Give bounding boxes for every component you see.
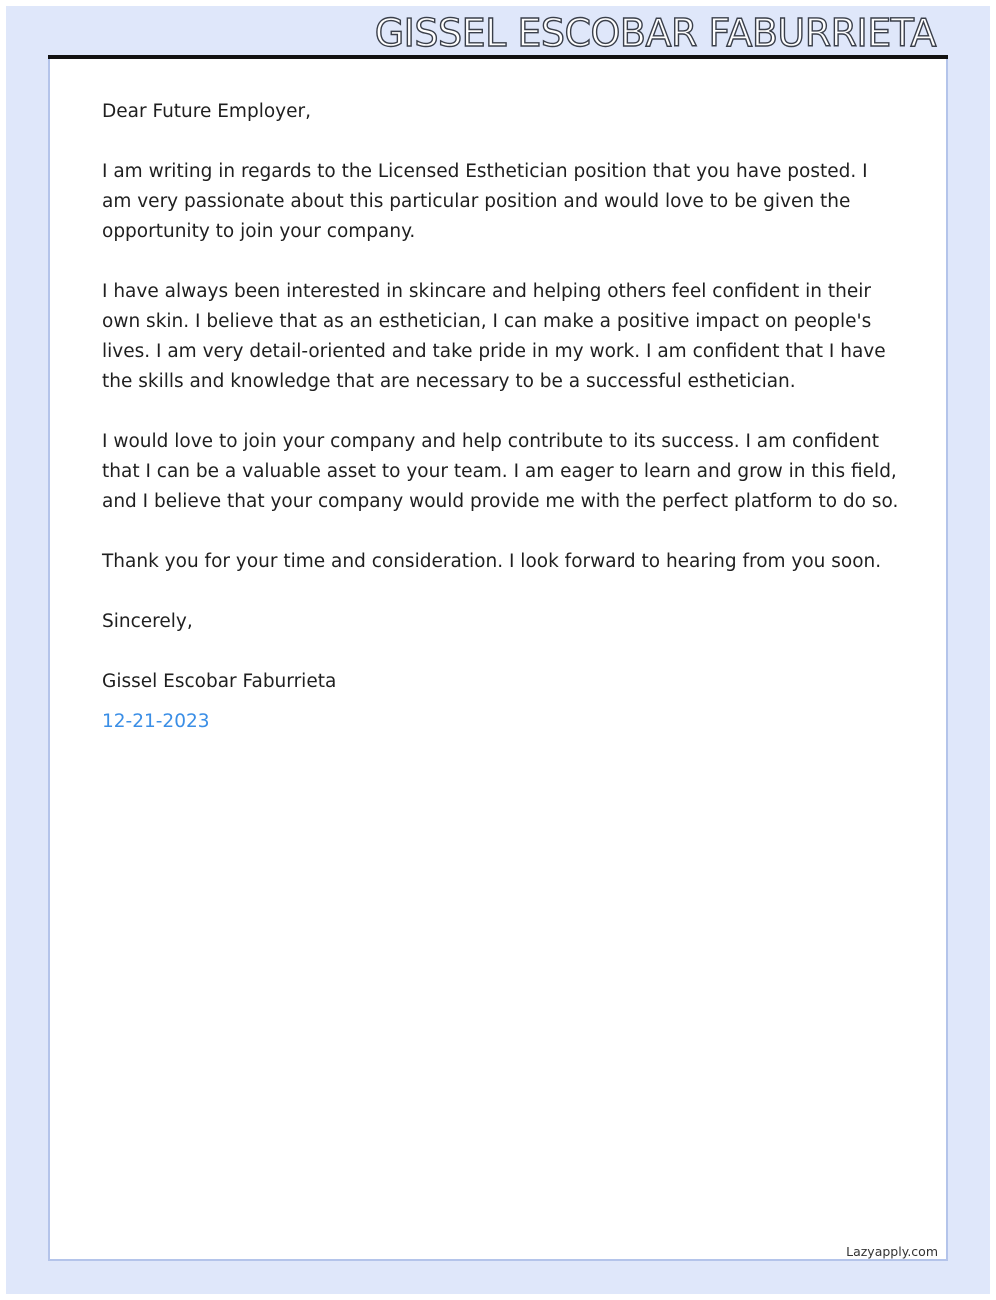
footer-brand: Lazyapply.com	[846, 1244, 938, 1259]
letter-closing: Sincerely,	[102, 611, 193, 632]
letter-paragraph-1: I am writing in regards to the Licensed Esthetician position that you have posted. I am very passionate about this particular position and would love to be given the opportunity to join your company.	[102, 161, 868, 242]
letter-paragraph-4: Thank you for your time and consideration. I look forward to hearing from you soon.	[102, 551, 882, 572]
letter-signature: Gissel Escobar Faburrieta	[102, 671, 337, 692]
letter-salutation: Dear Future Employer,	[102, 101, 311, 122]
letter-date: 12-21-2023	[102, 711, 210, 732]
letter-page	[48, 59, 948, 1261]
applicant-name-heading: GISSEL ESCOBAR FABURRIETA	[374, 11, 936, 55]
cover-letter-body	[102, 97, 902, 737]
letter-paragraph-3: I would love to join your company and help contribute to its success. I am confident that I can be a valuable asset to your team. I am eager to learn and grow in this field, and I believe that your company would provide me with the perfect platform to do so.	[102, 431, 899, 512]
letter-paragraph-2: I have always been interested in skincare and helping others feel confident in their own skin. I believe that as an esthetician, I can make a positive impact on people's lives. I am very detail-oriented and take pride in my work. I am confident that I have the skills and knowledge that are necessary to be a successful esthetician.	[102, 281, 886, 392]
